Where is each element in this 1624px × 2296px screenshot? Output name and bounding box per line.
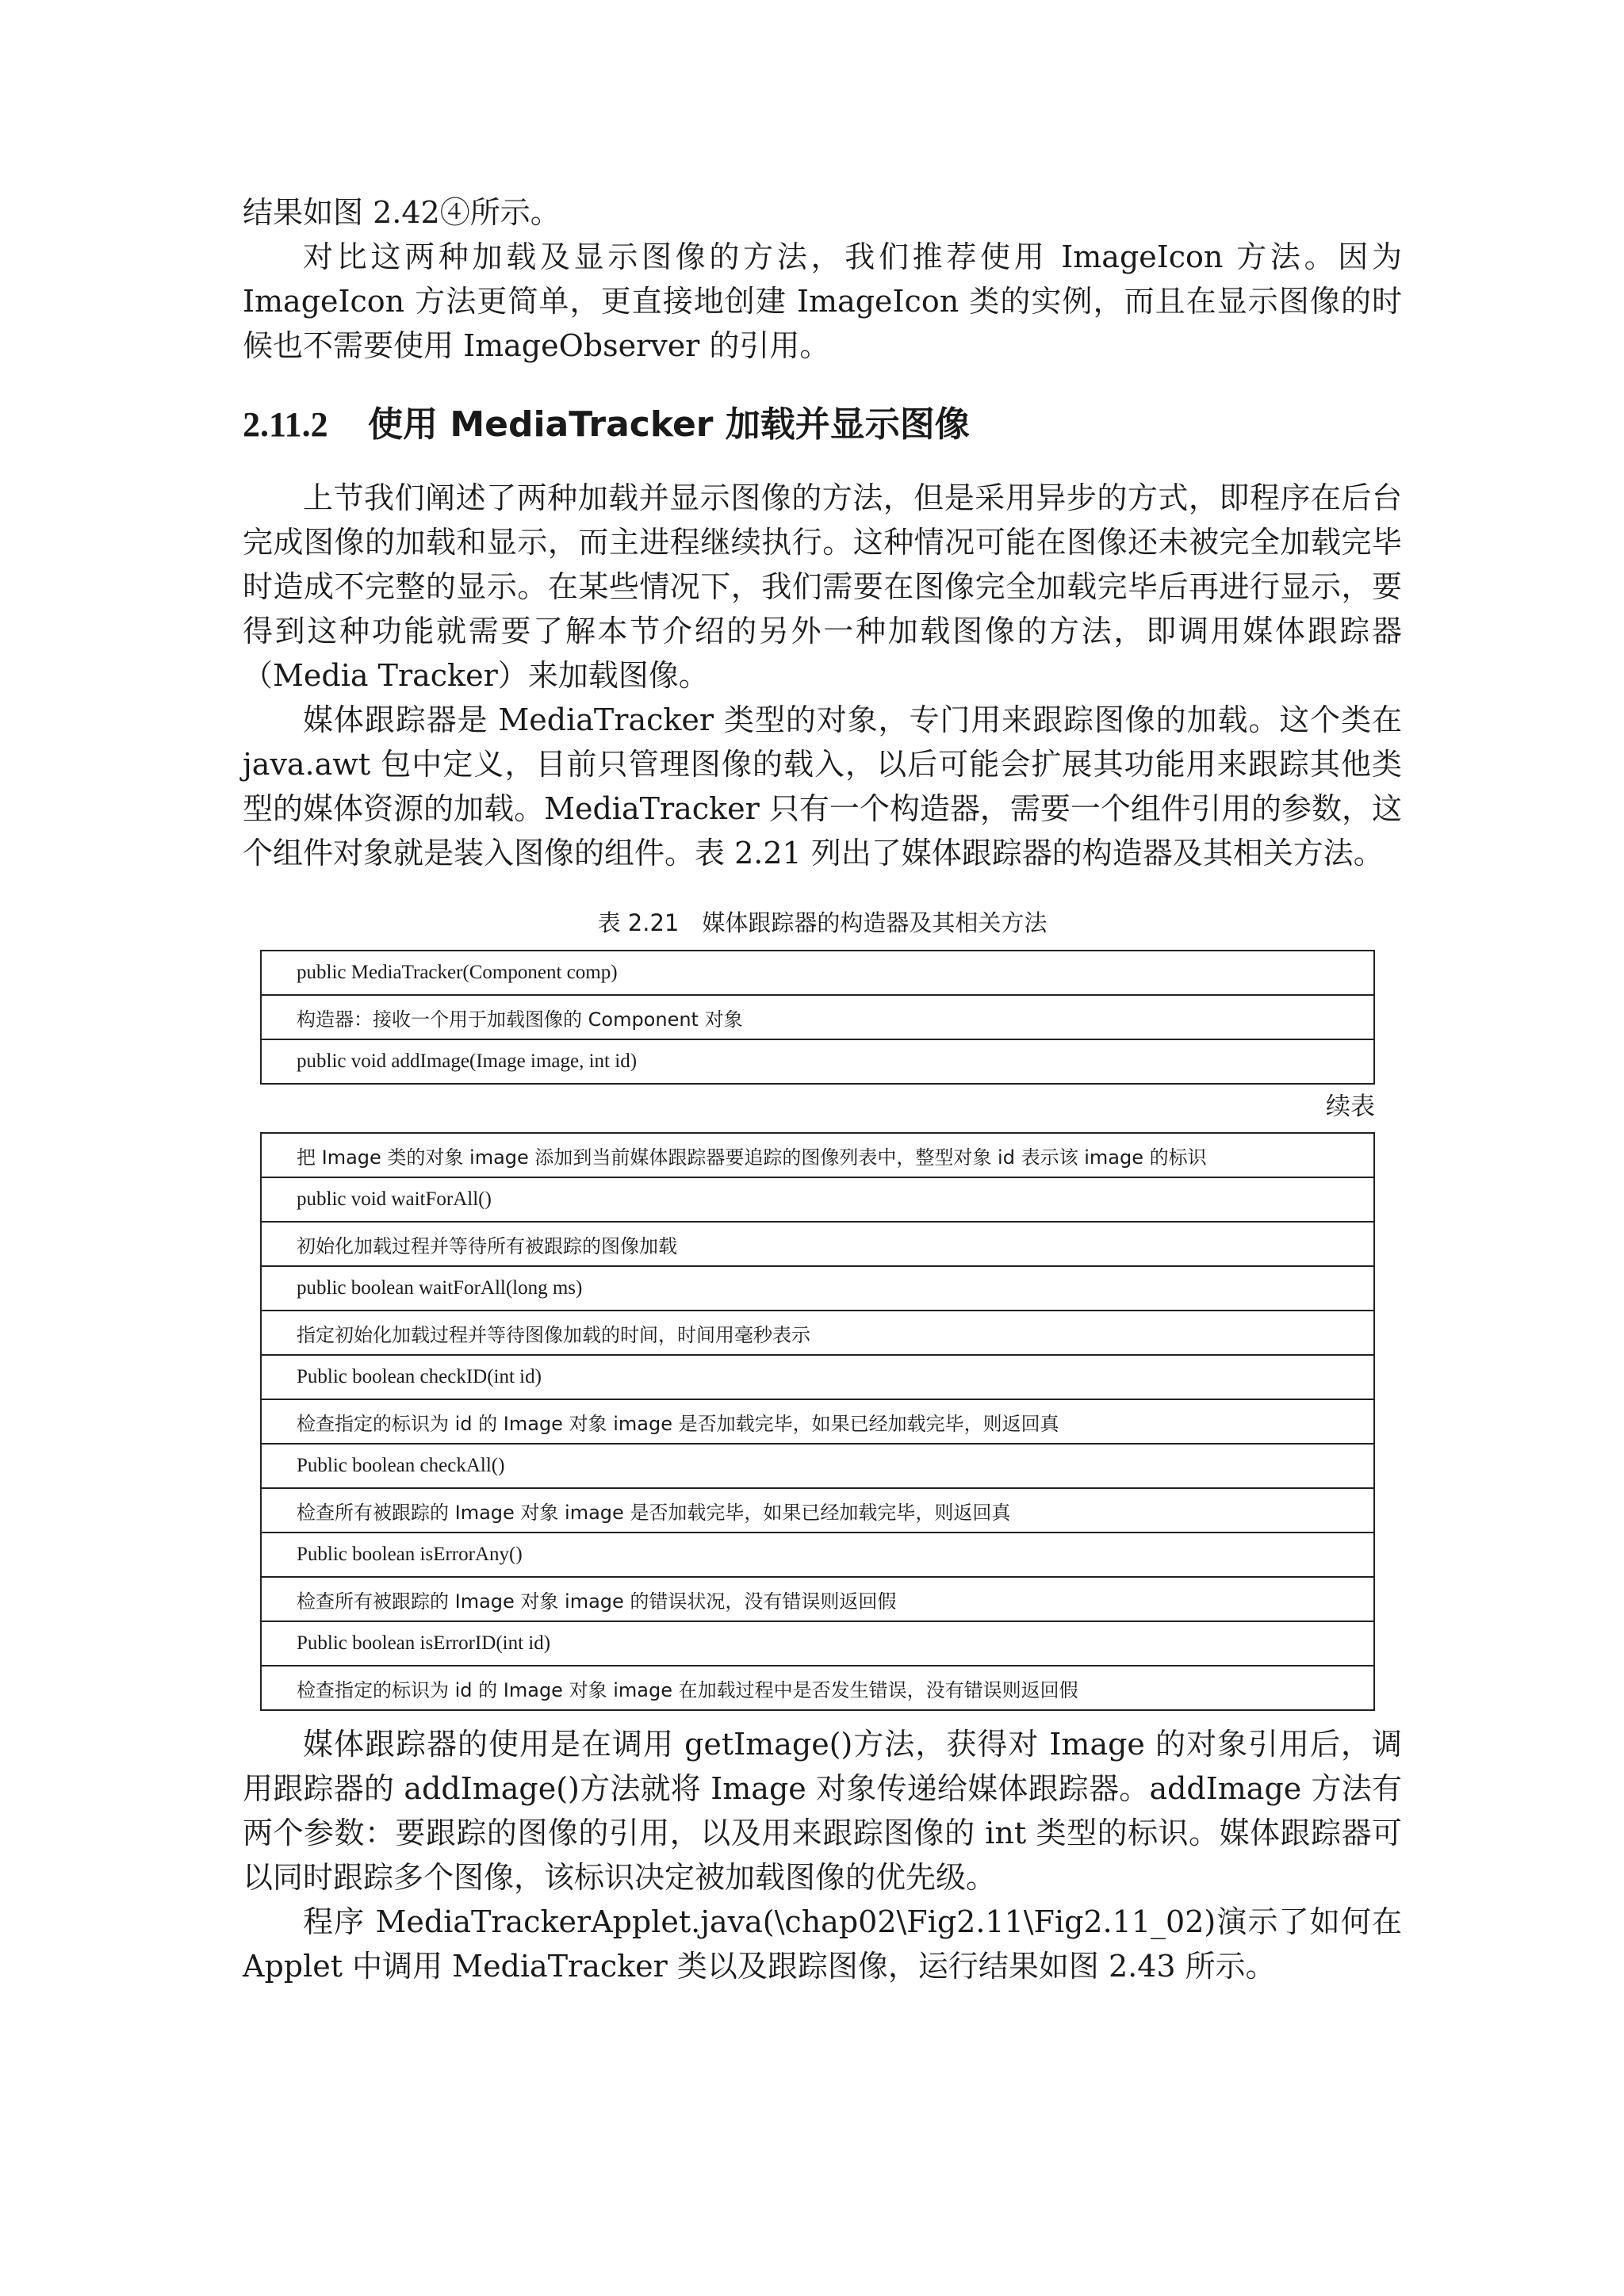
table-row [261,1666,1374,1710]
table-row [261,995,1374,1039]
table-cell: 初始化加载过程并等待所有被跟踪的图像加载 [261,1222,1374,1266]
paragraph: 媒体跟踪器的使用是在调用 getImage()方法，获得对 Image 的对象引用后，调用跟踪器的 addImage()方法就将 Image 对象传递给媒体跟踪器。addImage 方法有两个参数：要跟踪的图像的引用，以及用来跟踪图像的 int 类型的标识。媒体跟踪器可以同时跟踪多个图像，该标识决定被加载图像的优先级。 [243,1727,1402,1895]
table-cell: 检查指定的标识为 id 的 Image 对象 image 是否加载完毕，如果已经加载完毕，则返回真 [261,1399,1374,1444]
paragraph: 程序 MediaTrackerApplet.java(\chap02\Fig2.11\Fig2.11_02)演示了如何在 Applet 中调用 MediaTracker 类以及跟踪图像，运行结果如图 2.43 所示。 [243,1904,1402,1984]
table-row [261,1039,1374,1084]
table-row [261,1444,1374,1488]
document-page [243,190,1402,1988]
table-row [261,1355,1374,1399]
table-row [261,1133,1374,1177]
table-cell: Public boolean isErrorID(int id) [261,1621,1374,1666]
table-cell: public void addImage(Image image, int id) [261,1039,1374,1084]
table-cell: 检查所有被跟踪的 Image 对象 image 的错误状况，没有错误则返回假 [261,1577,1374,1621]
table-continued-label: 续表 [1326,1093,1375,1121]
table-cell: 构造器：接收一个用于加载图像的 Component 对象 [261,995,1374,1039]
table-cell: Public boolean checkID(int id) [261,1355,1374,1399]
table-row [261,1266,1374,1311]
section-title: 使用 MediaTracker 加载并显示图像 [368,404,970,445]
table-cell: Public boolean isErrorAny() [261,1533,1374,1577]
table-row [261,951,1374,995]
section-number: 2.11.2 [243,405,328,444]
paragraph: 对比这两种加载及显示图像的方法，我们推荐使用 ImageIcon 方法。因为 ImageIcon 方法更简单，更直接地创建 ImageIcon 类的实例，而且在显示图像的时候也不需要使用 ImageObserver 的引用。 [243,239,1402,363]
table-row [261,1621,1374,1666]
methods-table-part1 [260,950,1375,1085]
table-row [261,1222,1374,1266]
table-cell: public MediaTracker(Component comp) [261,951,1374,995]
table-cell: 把 Image 类的对象 image 添加到当前媒体跟踪器要追踪的图像列表中，整型对象 id 表示该 image 的标识 [261,1133,1374,1177]
paragraph: 上节我们阐述了两种加载并显示图像的方法，但是采用异步的方式，即程序在后台完成图像的加载和显示，而主进程继续执行。这种情况可能在图像还未被完全加载完毕时造成不完整的显示。在某些情况下，我们需要在图像完全加载完毕后再进行显示，要得到这种功能就需要了解本节介绍的另外一种加载图像的方法，即调用媒体跟踪器（Media Tracker）来加载图像。 [243,480,1402,693]
paragraph: 媒体跟踪器是 MediaTracker 类型的对象，专门用来跟踪图像的加载。这个类在 java.awt 包中定义，目前只管理图像的载入，以后可能会扩展其功能用来跟踪其他类型的媒体资源的加载。MediaTracker 只有一个构造器，需要一个组件引用的参数，这个组件对象就是装入图像的组件。表 2.21 列出了媒体跟踪器的构造器及其相关方法。 [243,702,1402,871]
table-caption: 表 2.21 媒体跟踪器的构造器及其相关方法 [597,909,1048,936]
table-row [261,1488,1374,1533]
table-cell: Public boolean checkAll() [261,1444,1374,1488]
table-cell: 指定初始化加载过程并等待图像加载的时间，时间用毫秒表示 [261,1311,1374,1355]
methods-table-part2 [260,1132,1375,1711]
table-row [261,1399,1374,1444]
section-heading [243,401,1402,449]
table-cell: public boolean waitForAll(long ms) [261,1266,1374,1311]
table-row [261,1311,1374,1355]
table-row [261,1533,1374,1577]
paragraph: 结果如图 2.42④所示。 [243,195,561,230]
table-row [261,1177,1374,1222]
table-cell: public void waitForAll() [261,1177,1374,1222]
table-cell: 检查指定的标识为 id 的 Image 对象 image 在加载过程中是否发生错误，没有错误则返回假 [261,1666,1374,1710]
table-row [261,1577,1374,1621]
table-cell: 检查所有被跟踪的 Image 对象 image 是否加载完毕，如果已经加载完毕，则返回真 [261,1488,1374,1533]
